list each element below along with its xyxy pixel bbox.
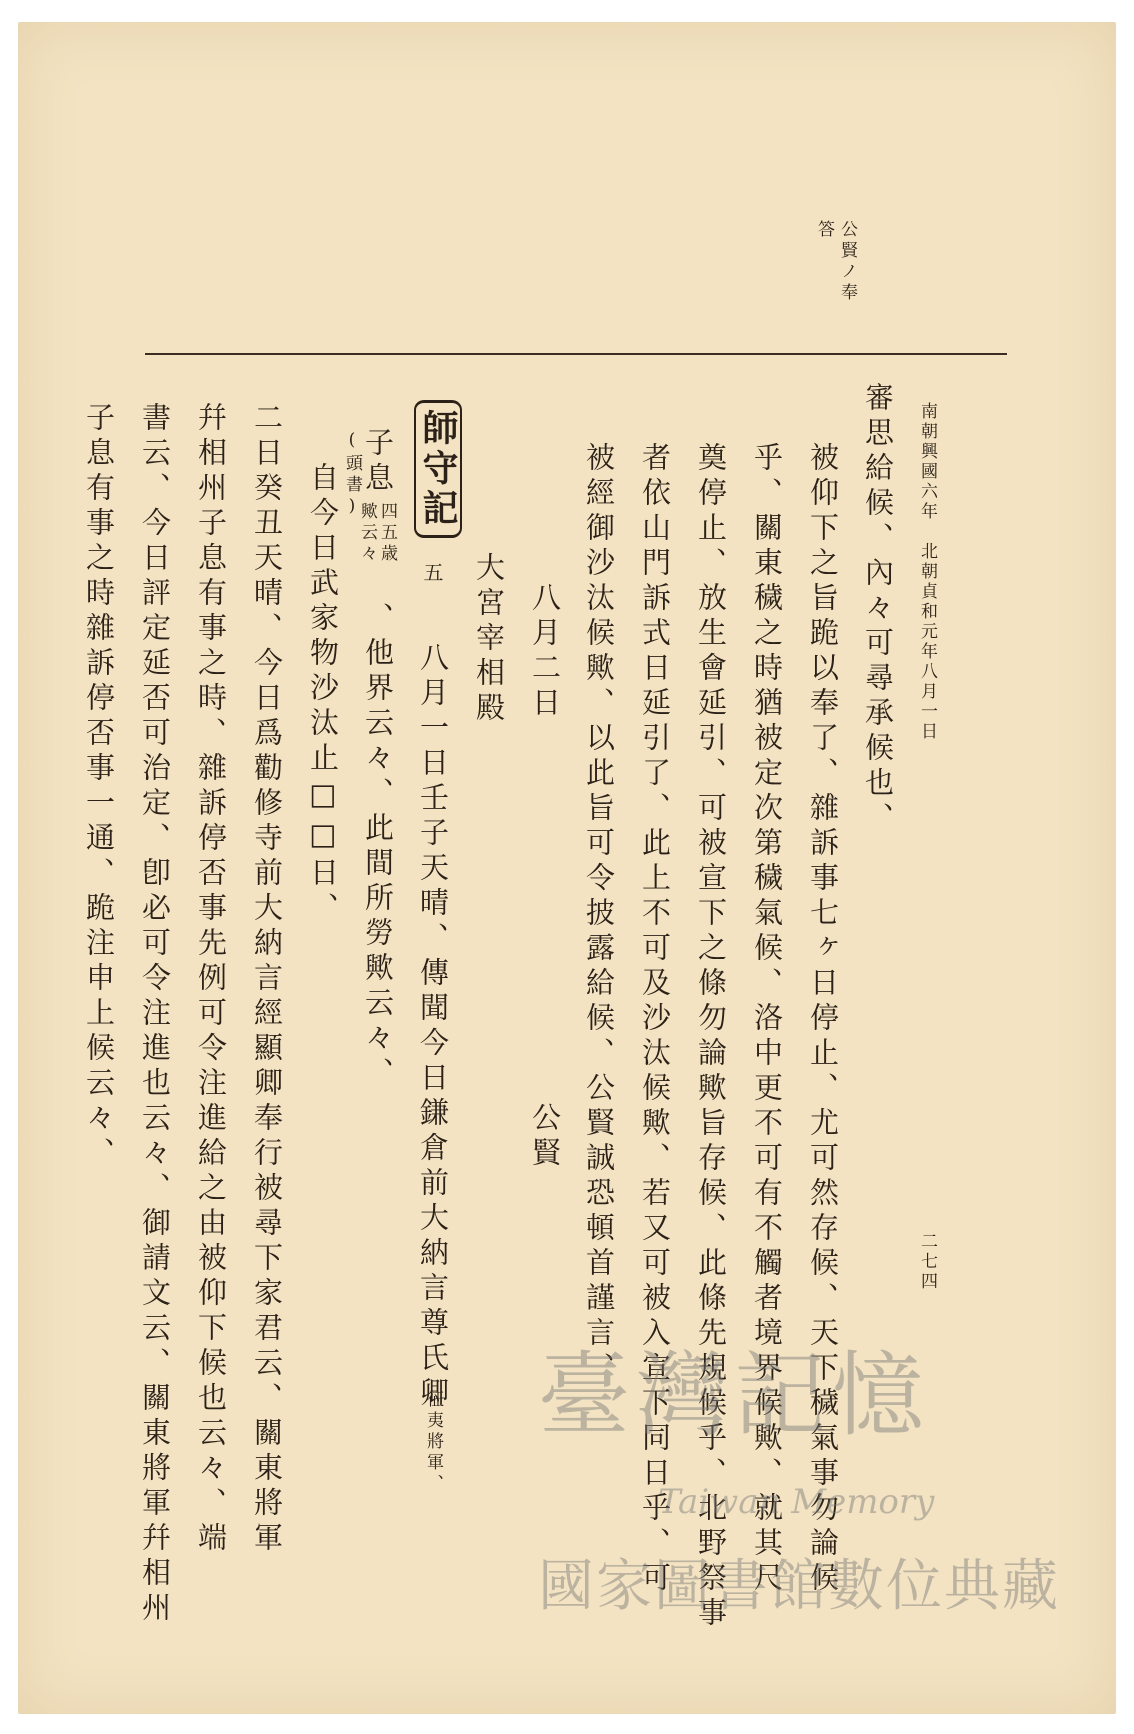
- running-header: 南朝興國六年 北朝貞和元年八月一日: [917, 402, 937, 742]
- entry-line-1: 八月一日壬子天晴、傳聞今日鎌倉前大納言尊氏卿: [416, 642, 450, 1412]
- page-number: 二七四: [917, 1232, 937, 1292]
- body-column-3: 乎、關東穢之時猶被定次第穢氣候、洛中更不可有不觸者境界候歟、就其尺: [750, 442, 784, 1597]
- entry-number: 五: [420, 562, 444, 585]
- margin-note-line2: 答: [814, 220, 834, 241]
- margin-note-line1: 公賢ノ奉: [837, 220, 857, 304]
- entry-line-4: 二日癸丑天晴、今日爲勸修寺前大納言經顯卿奉行被尋下家君云、關東將軍: [250, 402, 284, 1557]
- entry-line-2-note-b: 歟云々: [357, 502, 377, 565]
- watermark-subtitle: 國家圖書館數位典藏: [538, 1554, 1060, 1619]
- addressee: 大宮宰相殿: [472, 552, 506, 727]
- signature: 公賢: [528, 1102, 562, 1172]
- document-page: [18, 22, 1116, 1714]
- entry-line-1-note: 征夷將軍、: [423, 1390, 443, 1495]
- section-title: 師守記: [414, 400, 462, 538]
- body-column-1: 審思給候、內々可尋承候也、: [861, 382, 895, 837]
- entry-line-3: 自今日武家物沙汰止□□日、: [306, 462, 340, 927]
- header-rule: [145, 353, 1007, 355]
- entry-line-5: 幷相州子息有事之時、雜訴停否事先例可令注進給之由被仰下候也云々、端: [194, 402, 228, 1557]
- watermark-english: Taiwan Memory: [658, 1482, 935, 1522]
- entry-line-2-end: 、他界云々、此間所勞歟云々、: [361, 602, 395, 1092]
- watermark-logo: 臺灣記憶: [538, 1342, 931, 1449]
- head-note: (頭書): [342, 430, 362, 520]
- entry-line-7: 子息有事之時雜訴停否事一通、跪注申上候云々、: [82, 402, 116, 1172]
- body-column-2: 被仰下之旨跪以奉了、雜訴事七ヶ日停止、尤可然存候、天下穢氣事勿論候: [806, 442, 840, 1597]
- entry-line-2-note-a: 四五歳: [377, 502, 397, 565]
- entry-line-6: 書云、今日評定延否可治定、卽必可令注進也云々、御請文云、關東將軍幷相州: [138, 402, 172, 1627]
- body-column-5: 者依山門訴式日延引了、此上不可及沙汰候歟、若又可被入宣下同日乎、可: [638, 442, 672, 1597]
- entry-line-2-start: 子息: [361, 427, 395, 497]
- body-column-4: 奠停止、放生會延引、可被宣下之條勿論歟旨存候、此條先規候乎、北野祭事: [694, 442, 728, 1632]
- body-column-6: 被經御沙汰候歟、以此旨可令披露給候、公賢誠恐頓首謹言、: [582, 442, 616, 1387]
- date-line: 八月二日: [528, 582, 562, 722]
